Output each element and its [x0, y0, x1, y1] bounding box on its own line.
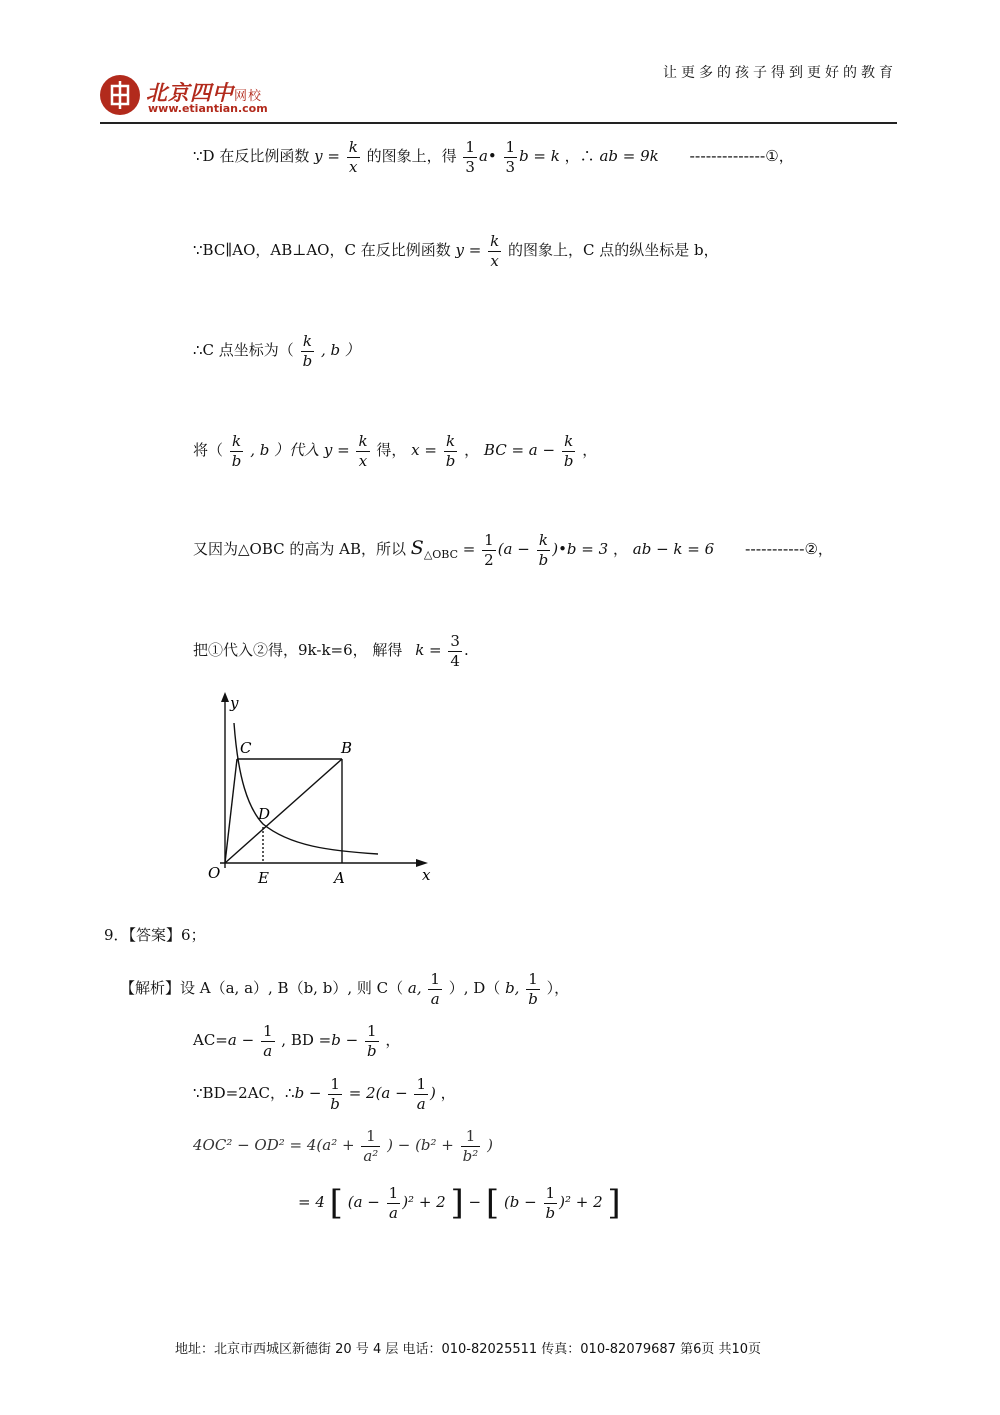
label-c: C	[240, 739, 252, 757]
logo-text: 北京四中网校	[146, 80, 263, 105]
logo	[100, 75, 290, 120]
label-e: E	[258, 869, 269, 887]
label-b: B	[341, 739, 353, 757]
label-a: A	[334, 869, 345, 887]
line-bc-parallel: ∵BC∥AO，AB⊥AO，C 在反比例函数 y = $\frac{k}{x}$ 的图象上，C 点的纵坐标是 b，	[193, 232, 719, 270]
logo-emblem-icon	[100, 75, 140, 115]
logo-url: www.etiantian.com	[148, 102, 268, 115]
label-y: y	[230, 694, 239, 712]
segment-oc	[225, 759, 237, 863]
answer-9: 9．【答案】6；	[104, 926, 206, 944]
line-bd-2ac: ∵BD=2AC，∴b − $\frac{1}{b}$ = 2(a − $\frac{1}{a}$ ) ，	[193, 1075, 456, 1113]
line-substitute: 将（ $\frac{k}{b}$ , b ）代入 y = $\frac{k}{x}$ 得， x = $\frac{k}{b}$ ， BC = a − $\frac{k}{b}$ ，	[193, 432, 598, 470]
label-o: O	[208, 864, 221, 882]
line-4oc2: 4OC² − OD² = 4(a² + $\frac{1}{\text{a²}}$ ) − (b² + $\frac{1}{\text{b²}}$ )	[193, 1127, 493, 1165]
page-footer: 地址：北京市西城区新德街 20 号 4 层 电话：010-82025511 传真：010-82079687 第6页 共10页	[175, 1342, 762, 1357]
hyperbola-figure	[200, 688, 445, 888]
label-x: x	[422, 866, 431, 884]
line-solve-k: 把①代入②得，9k-k=6， 解得 k = $\frac{3}{4}$ .	[193, 632, 469, 670]
line-area-obc: 又因为△OBC 的高为 AB，所以 $S_{\triangle OBC}$ = $\frac{1}{2}$ (a − $\frac{k}{b}$ )•b = 3 ， ab − k = 6 -----------②，	[193, 531, 833, 569]
header-divider	[100, 122, 897, 124]
line-d-on-curve: ∵D 在反比例函数 y = $\frac{k}{x}$ 的图象上，得 $\frac{1}{3}$ a• $\frac{1}{3}$ b = k ，∴ ab = 9k --------------①，	[193, 138, 794, 176]
solution-setup: 【解析】设 A（a, a）, B（b, b）, 则 C（ a, $\frac{1}{a}$ ）, D（ b, $\frac{1}{b}$ ），	[120, 970, 570, 1008]
segment-ob	[225, 759, 342, 863]
label-d: D	[258, 805, 271, 823]
line-c-coordinates: ∴C 点坐标为（ $\frac{k}{b}$ , b ）	[193, 332, 360, 370]
line-ac-bd: AC=a − $\frac{1}{a}$ , BD =b − $\frac{1}{b}$ ，	[193, 1022, 401, 1060]
y-axis-arrow-icon	[221, 692, 229, 702]
line-expand: = 4 [ (a − $\frac{1}{a}$ )² + 2 ] − [ (b − $\frac{1}{b}$ )² + 2 ]	[298, 1183, 621, 1223]
header-slogan: 让更多的孩子得到更好的教育	[663, 65, 897, 81]
hyperbola-curve	[234, 723, 378, 854]
